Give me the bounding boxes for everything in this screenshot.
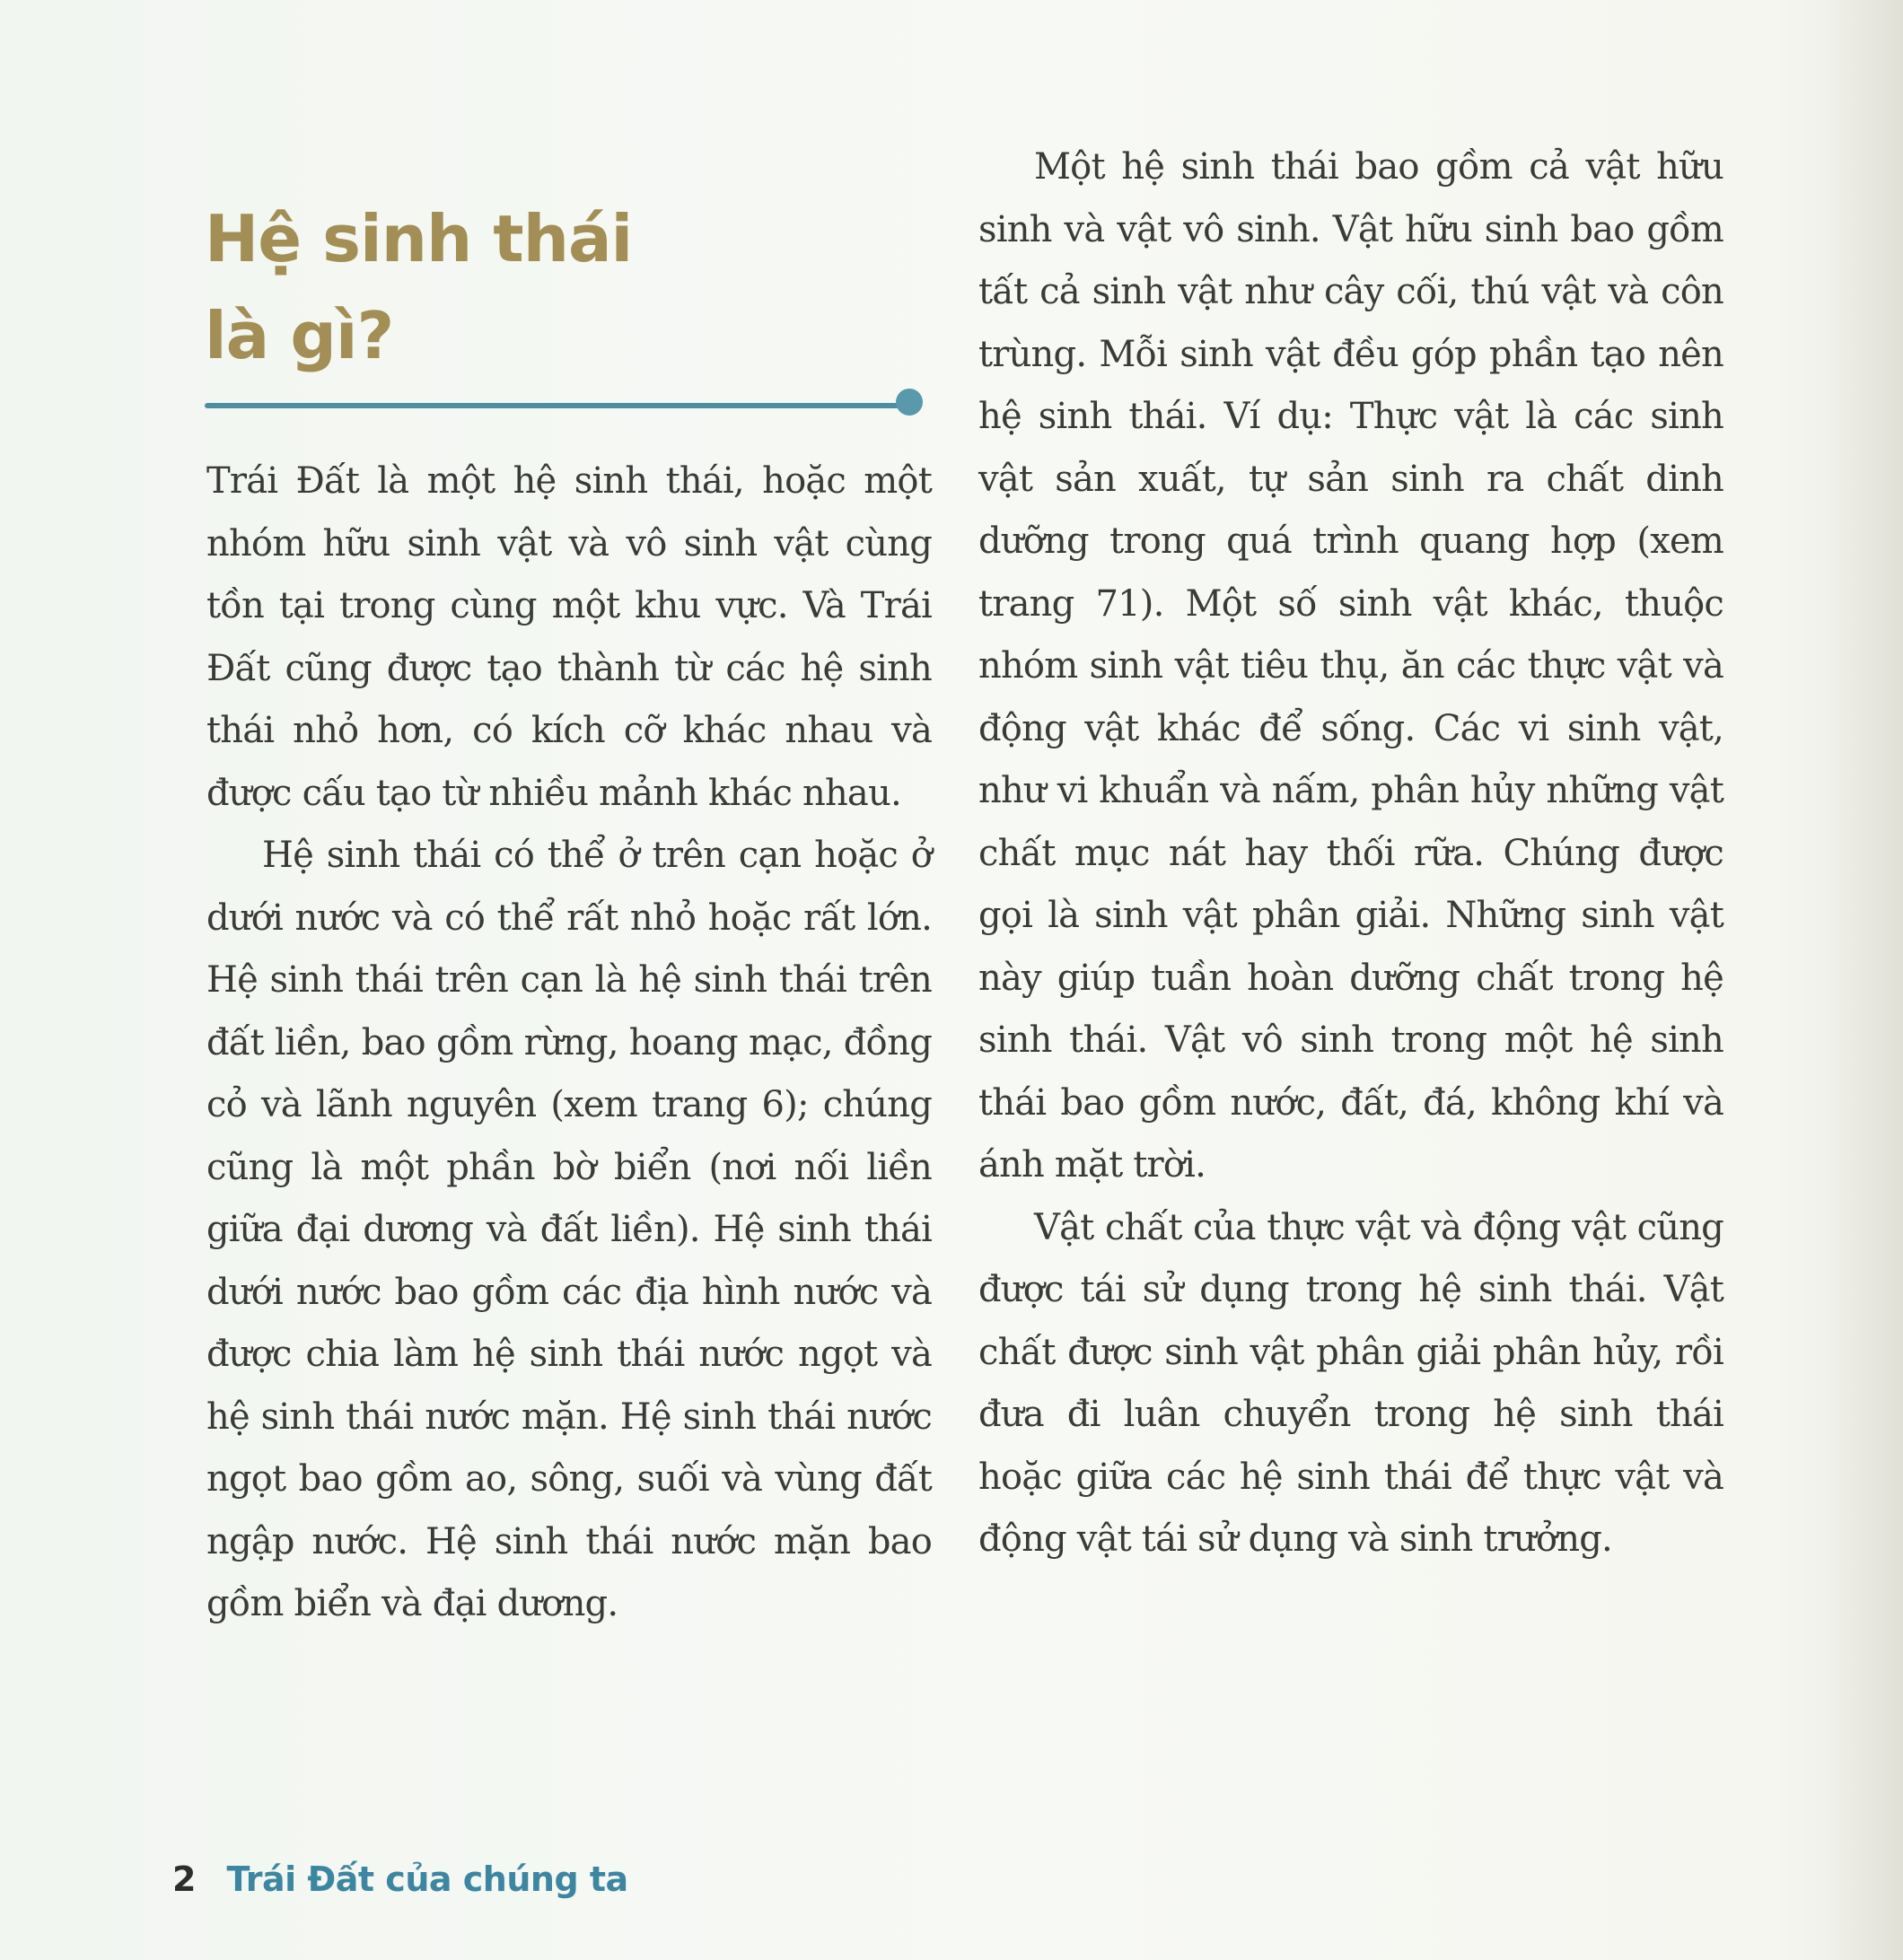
page-title bbox=[205, 190, 905, 384]
page-edge-shadow bbox=[1822, 0, 1903, 1960]
right-paragraph-2: Vật chất của thực vật và động vật cũng được tái sử dụng trong hệ sinh thái. Vật chất được sinh vật phân giải phân hủy, rồi đưa đi luân chuyển trong hệ sinh thái hoặc giữa các hệ sinh thái để thực vật và động vật tái sử dụng và sinh trưởng. bbox=[978, 1206, 1723, 1560]
page-title-line-1: Hệ sinh thái bbox=[205, 201, 633, 276]
title-divider-line bbox=[205, 403, 908, 408]
right-text-column bbox=[978, 136, 1723, 1571]
page-title-line-2: là gì? bbox=[205, 298, 394, 373]
running-title: Trái Đất của chúng ta bbox=[226, 1859, 628, 1899]
title-divider-dot bbox=[896, 389, 923, 416]
left-paragraph-1: Trái Đất là một hệ sinh thái, hoặc một nhóm hữu sinh vật và vô sinh vật cùng tồn tại trong cùng một khu vực. Và Trái Đất cũng được tạo thành từ các hệ sinh thái nhỏ hơn, có kích cỡ khác nhau và được cấu tạo từ nhiều mảnh khác nhau. bbox=[206, 460, 932, 814]
left-paragraph-2: Hệ sinh thái có thể ở trên cạn hoặc ở dưới nước và có thể rất nhỏ hoặc rất lớn. Hệ sinh thái trên cạn là hệ sinh thái trên đất liền, bao gồm rừng, hoang mạc, đồng cỏ và lãnh nguyên (xem trang 6); chúng cũng là một phần bờ biển (nơi nối liền giữa đại dương và đất liền). Hệ sinh thái dưới nước bao gồm các địa hình nước và được chia làm hệ sinh thái nước ngọt và hệ sinh thái nước mặn. Hệ sinh thái nước ngọt bao gồm ao, sông, suối và vùng đất ngập nước. Hệ sinh thái nước mặn bao gồm biển và đại dương. bbox=[206, 835, 932, 1624]
page-number: 2 bbox=[172, 1859, 197, 1899]
left-text-column bbox=[206, 451, 932, 1636]
page-footer bbox=[172, 1852, 628, 1906]
right-paragraph-1: Một hệ sinh thái bao gồm cả vật hữu sinh và vật vô sinh. Vật hữu sinh bao gồm tất cả sinh vật như cây cối, thú vật và côn trùng. Mỗi sinh vật đều góp phần tạo nên hệ sinh thái. Ví dụ: Thực vật là các sinh vật sản xuất, tự sản sinh ra chất dinh dưỡng trong quá trình quang hợp (xem trang 71). Một số sinh vật khác, thuộc nhóm sinh vật tiêu thụ, ăn các thực vật và động vật khác để sống. Các vi sinh vật, như vi khuẩn và nấm, phân hủy những vật chất mục nát hay thối rữa. Chúng được gọi là sinh vật phân giải. Những sinh vật này giúp tuần hoàn dưỡng chất trong hệ sinh thái. Vật vô sinh trong một hệ sinh thái bao gồm nước, đất, đá, không khí và ánh mặt trời. bbox=[978, 146, 1723, 1186]
